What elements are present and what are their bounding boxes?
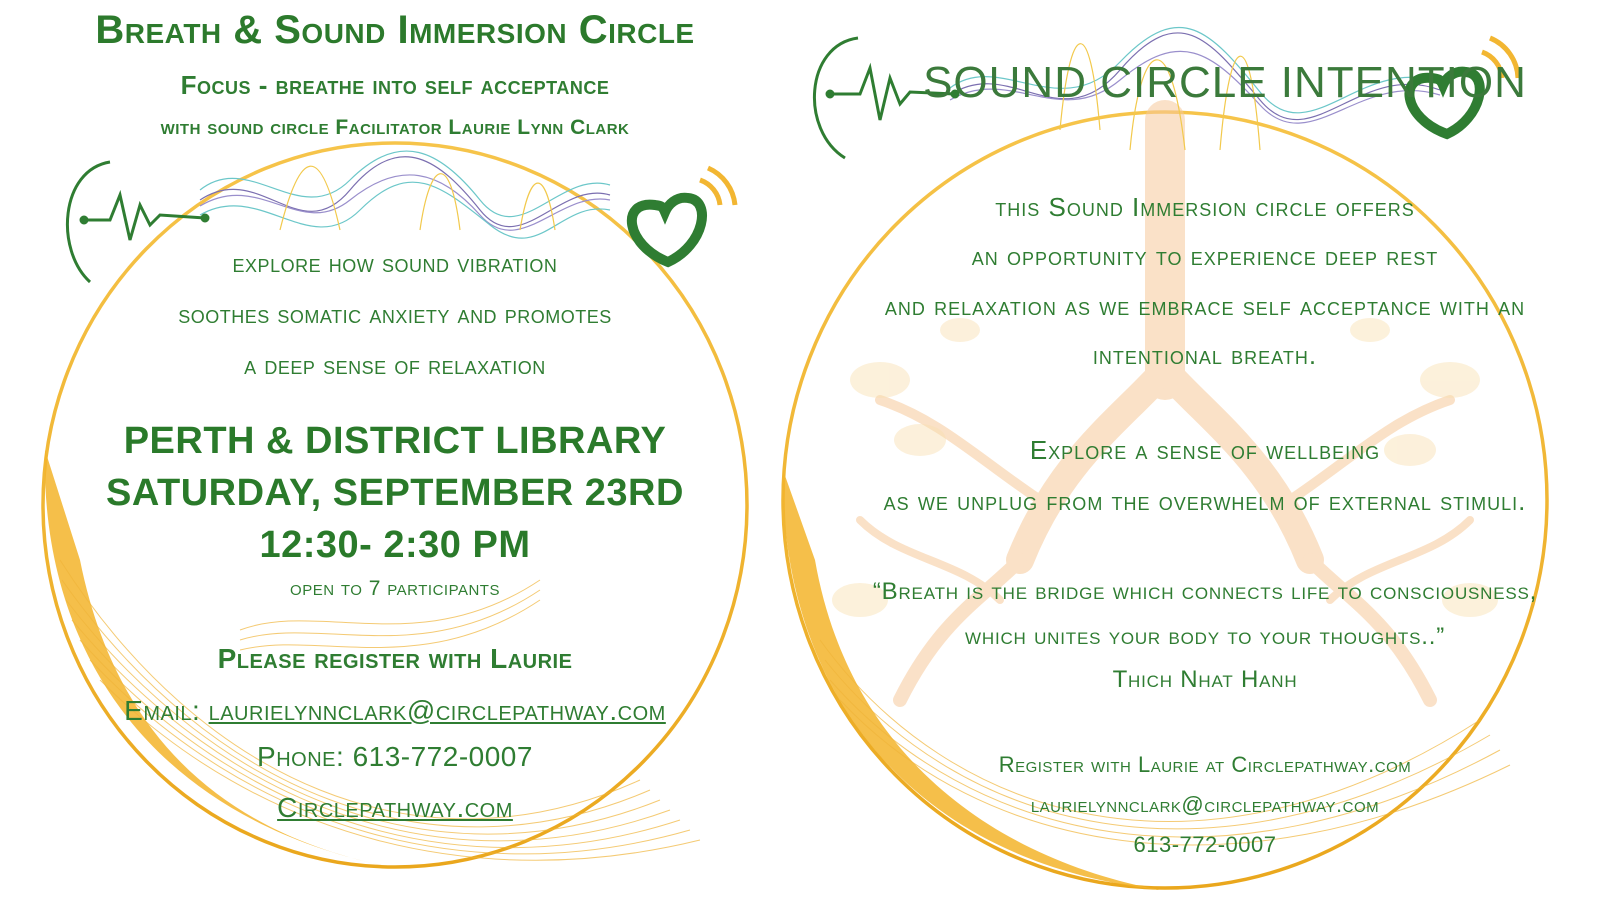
email-row bbox=[0, 695, 790, 727]
wellbeing-line-1: Explore a sense of wellbeing bbox=[1029, 435, 1381, 465]
quote-line-1: “Breath is the bridge which connects life to consciousness, bbox=[872, 578, 1538, 605]
venue: PERTH & DISTRICT LIBRARY bbox=[123, 420, 667, 462]
capacity-note: open to 7 participants bbox=[290, 577, 500, 600]
footer-phone: 613-772-0007 bbox=[1133, 832, 1277, 857]
register-heading: Please register with Laurie bbox=[217, 643, 573, 674]
facilitator-line: with sound circle Facilitator Laurie Lynn Clark bbox=[160, 116, 630, 139]
left-title: Breath & Sound Immersion Circle bbox=[95, 8, 695, 52]
email-label: Email: bbox=[124, 695, 201, 726]
quote-line-2: which unites your body to your thoughts..” bbox=[965, 623, 1445, 650]
email-link[interactable]: laurielynnclark@circlepathway.com bbox=[208, 695, 666, 726]
offer-line-1: this Sound Immersion circle offers bbox=[995, 192, 1415, 222]
offer-line-3: and relaxation as we embrace self acceptance with an bbox=[884, 291, 1526, 321]
event-date: SATURDAY, SEPTEMBER 23RD bbox=[106, 472, 684, 514]
quote-author: Thich Nhat Hanh bbox=[1112, 666, 1298, 693]
phone-line: Phone: 613-772-0007 bbox=[257, 741, 533, 772]
focus-line: Focus - breathe into self acceptance bbox=[180, 70, 610, 100]
explore-line-3: a deep sense of relaxation bbox=[244, 350, 546, 380]
footer-email[interactable]: laurielynnclark@circlepathway.com bbox=[1030, 792, 1380, 817]
offer-line-2: an opportunity to experience deep rest bbox=[971, 241, 1439, 271]
offer-line-4: intentional breath. bbox=[1092, 340, 1318, 370]
wellbeing-line-2: as we unplug from the overwhelm of external stimuli. bbox=[883, 486, 1527, 516]
intention-title: SOUND CIRCLE INTENTION bbox=[923, 58, 1527, 107]
website-link[interactable]: Circlepathway.com bbox=[277, 792, 513, 823]
left-flyer-panel bbox=[0, 0, 790, 900]
right-flyer-panel bbox=[810, 0, 1600, 900]
explore-line-1: explore how sound vibration bbox=[232, 248, 558, 278]
footer-register: Register with Laurie at Circlepathway.com bbox=[998, 752, 1412, 777]
event-time: 12:30- 2:30 PM bbox=[259, 524, 531, 566]
explore-line-2: soothes somatic anxiety and promotes bbox=[178, 299, 612, 329]
